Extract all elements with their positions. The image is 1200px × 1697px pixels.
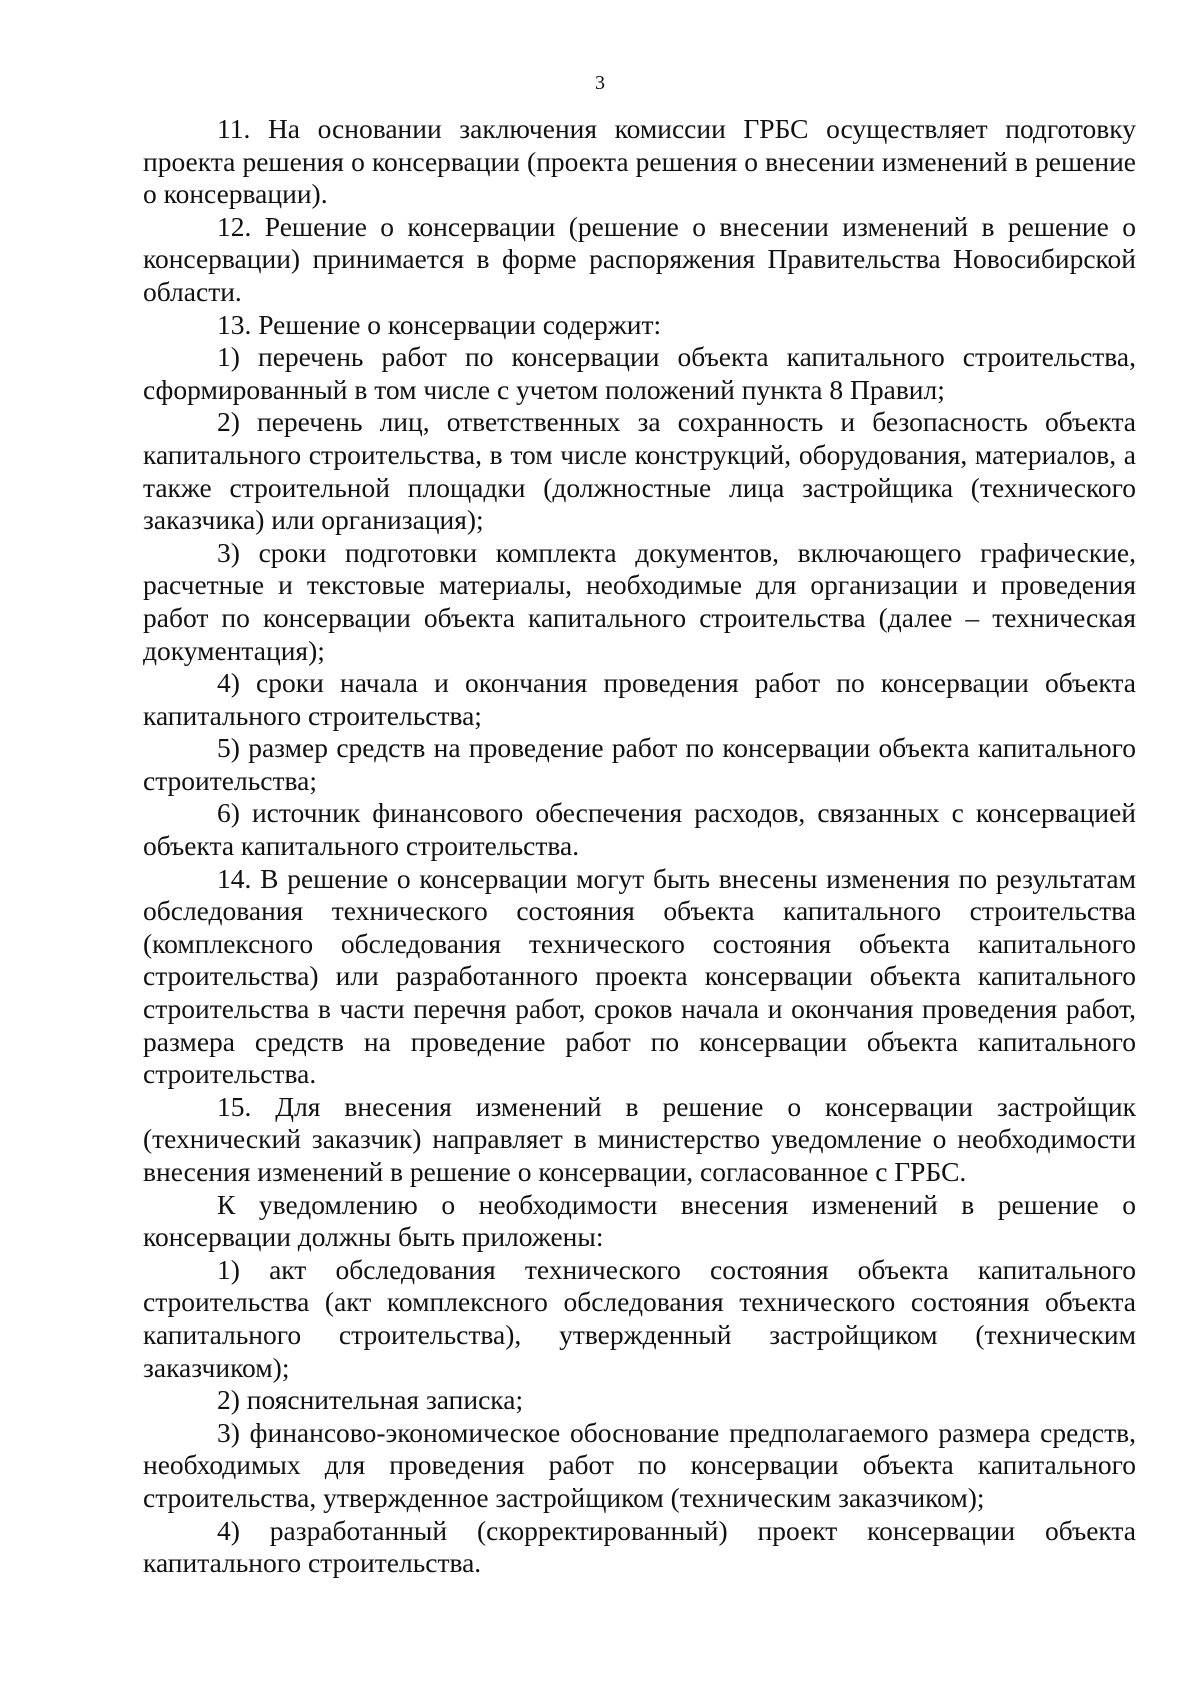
paragraph-15-attachments-intro: К уведомлению о необходимости внесения изменений в решение о консервации должны быть приложены: — [143, 1188, 1136, 1253]
paragraph-13-item-5: 5) размер средств на проведение работ по консервации объекта капитального строительства; — [143, 732, 1136, 796]
paragraph-13-item-4: 4) сроки начала и окончания проведения работ по консервации объекта капитального строительства; — [143, 667, 1136, 731]
paragraph-15-item-4: 4) разработанный (скорректированный) проект консервации объекта капитального строительства. — [143, 1514, 1136, 1579]
page-number: 3 — [595, 72, 605, 94]
paragraph-14: 14. В решение о консервации могут быть внесены изменения по результатам обследования технического состояния объекта капитального строительства (комплексного обследования технического состояния объекта капитального строительства) или разработанного проекта консервации объекта капитального строительства в части перечня работ, сроков начала и окончания проведения работ, размера средств на проведение работ по консервации объекта капитального строительства. — [143, 862, 1136, 1090]
paragraph-13-item-6: 6) источник финансового обеспечения расходов, связанных с консервацией объекта капитального строительства. — [143, 797, 1136, 862]
document-body — [143, 113, 1136, 1580]
paragraph-11: 11. На основании заключения комиссии ГРБС осуществляет подготовку проекта решения о консервации (проекта решения о внесении изменений в решение о консервации). — [143, 113, 1136, 210]
paragraph-15: 15. Для внесения изменений в решение о консервации застройщик (технический заказчик) направляет в министерство уведомление о необходимости внесения изменений в решение о консервации, согласованное с ГРБС. — [143, 1090, 1136, 1187]
paragraph-12: 12. Решение о консервации (решение о внесении изменений в решение о консервации) принимается в форме распоряжения Правительства Новосибирской области. — [143, 210, 1136, 307]
paragraph-13: 13. Решение о консервации содержит: — [217, 308, 662, 340]
paragraph-15-item-1: 1) акт обследования технического состояния объекта капитального строительства (акт комплексного обследования технического состояния объекта капитального строительства), утвержденный застройщиком (техническим заказчиком); — [143, 1253, 1136, 1383]
paragraph-15-item-3: 3) финансово-экономическое обоснование предполагаемого размера средств, необходимых для проведения работ по консервации объекта капитального строительства, утвержденное застройщиком (техническим заказчиком); — [143, 1416, 1136, 1513]
paragraph-15-item-2: 2) пояснительная записка; — [217, 1384, 524, 1416]
paragraph-13-item-3: 3) сроки подготовки комплекта документов, включающего графические, расчетные и текстовые материалы, необходимые для организации и проведения работ по консервации объекта капитального строительства (далее – техническая документация); — [143, 536, 1136, 666]
paragraph-13-item-2: 2) перечень лиц, ответственных за сохранность и безопасность объекта капитального строительства, в том числе конструкций, оборудования, материалов, а также строительной площадки (должностные лица застройщика (технического заказчика) или организация); — [143, 406, 1136, 536]
paragraph-13-item-1: 1) перечень работ по консервации объекта капитального строительства, сформированный в том числе с учетом положений пункта 8 Правил; — [143, 341, 1136, 405]
